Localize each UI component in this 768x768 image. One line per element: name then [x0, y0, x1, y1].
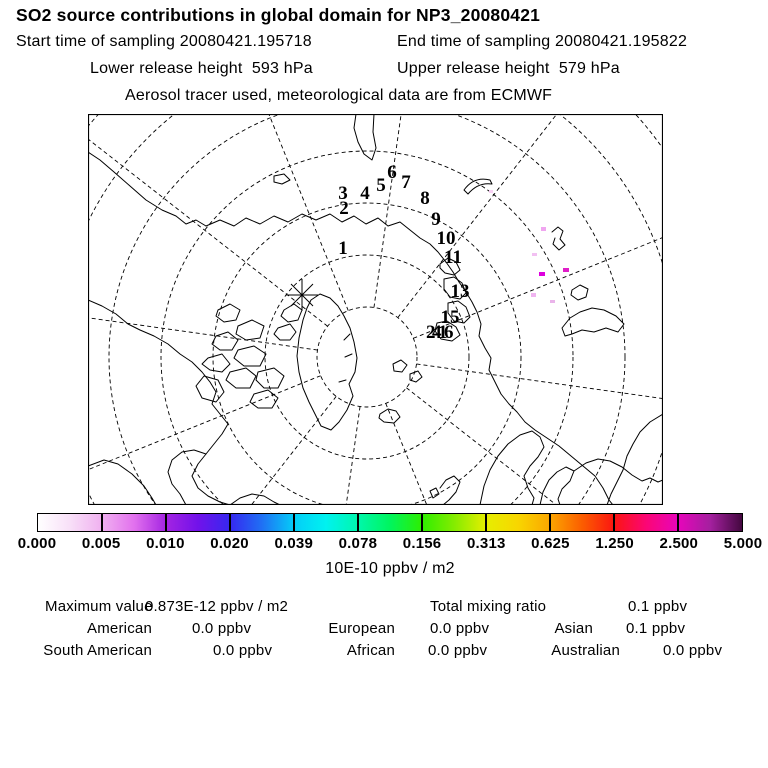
colorbar-divider [485, 514, 487, 531]
colorbar-divider [165, 514, 167, 531]
trajectory-point-label: 15 [440, 307, 460, 328]
region-asian-label: Asian [554, 620, 593, 637]
plume-cell [563, 268, 569, 272]
trajectory-point-label: 4 [360, 183, 370, 204]
colorbar-tick: 0.020 [210, 535, 249, 552]
graticule-lines [88, 114, 663, 505]
trajectory-point-label: 2416 [426, 322, 450, 343]
colorbar-tick: 0.625 [531, 535, 570, 552]
region-european-value: 0.0 ppbv [430, 620, 490, 637]
maximum-value-label: Maximum value [45, 598, 153, 615]
upper-release-text: Upper release height 579 hPa [397, 60, 620, 77]
colorbar-tick: 0.156 [402, 535, 442, 552]
trajectory-point-label: 5 [376, 175, 386, 196]
region-australian-value: 0.0 ppbv [663, 642, 723, 659]
colorbar-tick: 0.005 [81, 535, 121, 552]
colorbar-tick: 0.010 [146, 535, 185, 552]
colorbar-tick: 2.500 [659, 535, 699, 552]
plume-cell [539, 272, 545, 276]
trajectory-point-label: 7 [401, 172, 411, 193]
region-african-value: 0.0 ppbv [428, 642, 488, 659]
trajectory-point-label: 2 [339, 198, 349, 219]
plume-cell [531, 293, 536, 297]
plume-cell [489, 190, 493, 193]
maximum-value: 0.873E-12 ppbv / m2 [145, 598, 289, 615]
coastlines [88, 114, 663, 505]
plume-cell [541, 227, 546, 231]
plume-cell [532, 253, 537, 256]
colorbar-divider [357, 514, 359, 531]
map-svg [88, 114, 663, 505]
colorbar-tick: 0.313 [466, 535, 506, 552]
trajectory-point-label: 8 [420, 188, 430, 209]
region-american-label: American [87, 620, 152, 637]
region-australian-label: Australian [551, 642, 620, 659]
lower-release-text: Lower release height 593 hPa [90, 60, 313, 77]
colorbar-divider [421, 514, 423, 531]
region-south-american-value: 0.0 ppbv [213, 642, 273, 659]
colorbar-divider [293, 514, 295, 531]
tracer-note-text: Aerosol tracer used, meteorological data are from ECMWF [125, 87, 553, 104]
colorbar-divider [229, 514, 231, 531]
trajectory-point-label: 9 [431, 209, 441, 230]
trajectory-point-label: 6 [387, 162, 397, 183]
map-border [89, 115, 663, 505]
total-mixing-ratio-label: Total mixing ratio [430, 598, 547, 615]
colorbar-divider [101, 514, 103, 531]
end-time-text: End time of sampling 20080421.195822 [397, 33, 688, 50]
so2-plume-cells [489, 190, 569, 303]
colorbar-tick: 5.000 [723, 535, 763, 552]
colorbar-units: 10E-10 ppbv / m2 [325, 560, 455, 577]
colorbar-tick-labels [17, 535, 763, 553]
trajectory-point-label: 11 [444, 247, 462, 268]
colorbar-tick: 0.078 [338, 535, 378, 552]
colorbar-tick: 0.000 [17, 535, 57, 552]
trajectory-numbers [338, 162, 469, 343]
region-african-label: African [346, 642, 395, 659]
colorbar-divider [549, 514, 551, 531]
region-asian-value: 0.1 ppbv [626, 620, 686, 637]
colorbar [37, 513, 743, 532]
colorbar-divider [677, 514, 679, 531]
start-time-text: Start time of sampling 20080421.195718 [16, 33, 312, 50]
region-south-american-label: South American [43, 642, 152, 659]
trajectory-point-label: 3 [338, 183, 348, 204]
region-american-value: 0.0 ppbv [192, 620, 252, 637]
region-european-label: European [328, 620, 395, 637]
trajectory-point-label: 1 [338, 238, 348, 259]
colorbar-divider [613, 514, 615, 531]
colorbar-tick: 0.039 [274, 535, 313, 552]
plume-cell [550, 300, 555, 303]
polar-map [88, 114, 663, 505]
trajectory-point-label: 13 [450, 281, 470, 302]
total-mixing-ratio-value: 0.1 ppbv [628, 598, 688, 615]
trajectory-point-label: 10 [436, 228, 456, 249]
colorbar-tick: 1.250 [595, 535, 634, 552]
page-title: SO2 source contributions in global domain for NP3_20080421 [16, 5, 541, 25]
